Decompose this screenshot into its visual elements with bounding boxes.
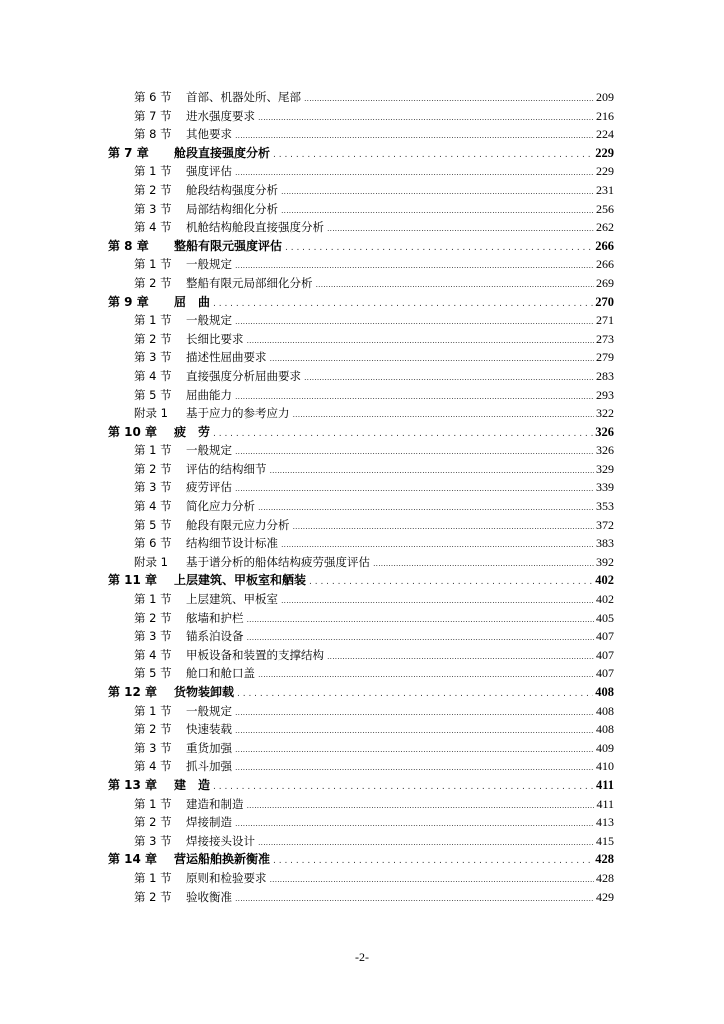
toc-section-entry bbox=[108, 386, 614, 405]
toc-entry-number: 第 6 节 bbox=[134, 90, 172, 104]
toc-entry-page: 231 bbox=[596, 182, 614, 197]
toc-entry-page: 409 bbox=[596, 740, 614, 755]
toc-entry-number: 第 1 节 bbox=[134, 443, 172, 458]
toc-section-entry bbox=[108, 609, 614, 628]
toc-entry-page: 256 bbox=[596, 201, 614, 216]
toc-section-entry bbox=[108, 478, 614, 497]
toc-entry-number: 第 3 节 bbox=[134, 201, 172, 216]
toc-section-entry bbox=[108, 590, 614, 609]
dot-leader bbox=[373, 553, 594, 574]
toc-entry-title: 上层建筑、甲板室和舾装 bbox=[174, 573, 307, 588]
toc-entry-number: 第 4 节 bbox=[134, 647, 172, 662]
toc-entry-number: 第 2 节 bbox=[134, 889, 172, 904]
toc-entry-page: 339 bbox=[596, 480, 614, 495]
toc-entry-title: 直接强度分析屈曲要求 bbox=[186, 368, 301, 383]
dot-leader bbox=[235, 813, 594, 834]
toc-entry-number: 第 2 节 bbox=[134, 722, 172, 737]
toc-entry-title: 重货加强 bbox=[186, 740, 232, 755]
toc-entry-number: 第 7 章 bbox=[108, 145, 149, 160]
dot-leader bbox=[247, 609, 595, 630]
dot-leader bbox=[235, 162, 594, 183]
toc-entry-title: 结构细节设计标准 bbox=[186, 536, 278, 551]
toc-section-entry bbox=[108, 534, 614, 553]
dot-leader bbox=[247, 795, 595, 816]
toc-section-entry bbox=[108, 646, 614, 665]
dot-leader bbox=[247, 627, 595, 648]
toc-chapter-entry bbox=[108, 571, 614, 590]
toc-entry-title: 首部、机器处所、尾部 bbox=[186, 90, 301, 104]
toc-entry-number: 第 2 节 bbox=[134, 610, 172, 625]
dot-leader bbox=[281, 534, 594, 555]
dot-leader bbox=[235, 441, 594, 462]
toc-entry-number: 第 8 章 bbox=[108, 238, 149, 253]
toc-entry-title: 舱口和舱口盖 bbox=[186, 666, 255, 681]
toc-entry-page: 411 bbox=[596, 796, 614, 811]
toc-entry-page: 372 bbox=[596, 517, 614, 532]
toc-section-entry bbox=[108, 125, 614, 144]
toc-entry-number: 第 3 节 bbox=[134, 350, 172, 365]
toc-entry-page: 266 bbox=[595, 238, 614, 253]
dot-leader bbox=[273, 850, 593, 871]
toc-entry-page: 329 bbox=[596, 461, 614, 476]
dot-leader bbox=[270, 869, 595, 890]
toc-entry-number: 第 1 节 bbox=[134, 796, 172, 811]
toc-section-entry bbox=[108, 813, 614, 832]
toc-entry-title: 快速装载 bbox=[186, 722, 232, 737]
toc-section-entry bbox=[108, 311, 614, 330]
toc-entry-number: 第 12 章 bbox=[108, 685, 158, 699]
toc-entry-number: 第 3 节 bbox=[134, 740, 172, 755]
toc-entry-title: 锚系泊设备 bbox=[186, 629, 244, 644]
toc-entry-number: 第 7 节 bbox=[134, 108, 172, 123]
toc-entry-title: 一般规定 bbox=[186, 703, 232, 718]
toc-section-entry bbox=[108, 367, 614, 386]
toc-entry-title: 整船有限元局部细化分析 bbox=[186, 275, 313, 290]
dot-leader bbox=[258, 107, 594, 128]
toc-section-entry bbox=[108, 739, 614, 758]
toc-entry-page: 402 bbox=[595, 573, 614, 588]
dot-leader bbox=[293, 404, 595, 425]
toc-entry-title: 原则和检验要求 bbox=[186, 870, 267, 885]
toc-entry-title: 货物装卸载 bbox=[174, 685, 235, 699]
toc-chapter-entry bbox=[108, 144, 614, 163]
toc-entry-number: 第 3 节 bbox=[134, 480, 172, 495]
toc-entry-number: 第 6 节 bbox=[134, 536, 172, 551]
toc-section-entry bbox=[108, 460, 614, 479]
dot-leader bbox=[235, 888, 594, 909]
toc-entry-page: 326 bbox=[596, 443, 614, 458]
toc-entry-title: 屈 曲 bbox=[174, 294, 211, 309]
dot-leader bbox=[327, 218, 594, 239]
toc-entry-number: 第 1 节 bbox=[134, 592, 172, 607]
dot-leader bbox=[316, 274, 595, 295]
dot-leader bbox=[281, 200, 594, 221]
dot-leader bbox=[235, 386, 594, 407]
toc-entry-title: 长细比要求 bbox=[186, 331, 244, 346]
toc-chapter-entry bbox=[108, 293, 614, 312]
dot-leader bbox=[258, 497, 594, 518]
toc-entry-title: 建 造 bbox=[174, 777, 211, 792]
toc-entry-number: 第 14 章 bbox=[108, 852, 158, 867]
toc-entry-title: 简化应力分析 bbox=[186, 499, 255, 514]
toc-entry-page: 283 bbox=[596, 368, 614, 383]
toc-section-entry bbox=[108, 832, 614, 851]
toc-section-entry bbox=[108, 107, 614, 126]
toc-entry-page: 224 bbox=[596, 127, 614, 142]
toc-section-entry bbox=[108, 255, 614, 274]
dot-leader bbox=[237, 683, 593, 704]
toc-entry-page: 279 bbox=[596, 350, 614, 365]
toc-chapter-entry bbox=[108, 850, 614, 869]
dot-leader bbox=[213, 293, 593, 314]
dot-leader bbox=[327, 646, 594, 667]
toc-entry-number: 第 4 节 bbox=[134, 759, 172, 774]
toc-entry-title: 舱段直接强度分析 bbox=[174, 145, 271, 160]
toc-entry-number: 第 9 章 bbox=[108, 294, 149, 309]
table-of-contents bbox=[108, 88, 614, 906]
toc-section-entry bbox=[108, 516, 614, 535]
toc-entry-title: 强度评估 bbox=[186, 164, 232, 179]
page-number: -2- bbox=[355, 950, 369, 964]
toc-entry-page: 271 bbox=[596, 313, 614, 328]
toc-entry-page: 408 bbox=[596, 703, 614, 718]
toc-entry-title: 焊接制造 bbox=[186, 815, 232, 830]
toc-section-entry bbox=[108, 720, 614, 739]
toc-chapter-entry bbox=[108, 423, 614, 442]
toc-entry-title: 上层建筑、甲板室 bbox=[186, 592, 278, 607]
toc-entry-number: 第 2 节 bbox=[134, 815, 172, 830]
toc-entry-page: 407 bbox=[596, 647, 614, 662]
toc-entry-page: 408 bbox=[596, 722, 614, 737]
toc-entry-number: 第 1 节 bbox=[134, 164, 172, 179]
toc-entry-number: 第 2 节 bbox=[134, 275, 172, 290]
toc-section-entry bbox=[108, 627, 614, 646]
toc-entry-page: 326 bbox=[595, 424, 614, 439]
dot-leader bbox=[235, 702, 594, 723]
dot-leader bbox=[270, 348, 595, 369]
toc-entry-page: 407 bbox=[596, 629, 614, 644]
toc-entry-number: 第 4 节 bbox=[134, 368, 172, 383]
toc-entry-title: 甲板设备和装置的支撑结构 bbox=[186, 647, 324, 662]
toc-entry-page: 428 bbox=[595, 852, 614, 867]
toc-entry-number: 第 5 节 bbox=[134, 517, 172, 532]
dot-leader bbox=[304, 88, 594, 109]
dot-leader bbox=[235, 125, 594, 146]
toc-entry-title: 评估的结构细节 bbox=[186, 461, 267, 476]
dot-leader bbox=[285, 237, 593, 258]
dot-leader bbox=[273, 144, 593, 165]
toc-entry-title: 其他要求 bbox=[186, 127, 232, 142]
toc-entry-page: 229 bbox=[596, 164, 614, 179]
toc-entry-page: 266 bbox=[596, 257, 614, 272]
toc-entry-title: 疲劳评估 bbox=[186, 480, 232, 495]
toc-entry-title: 屈曲能力 bbox=[186, 387, 232, 402]
dot-leader bbox=[235, 255, 594, 276]
toc-entry-page: 415 bbox=[596, 833, 614, 848]
dot-leader bbox=[258, 832, 594, 853]
toc-section-entry bbox=[108, 330, 614, 349]
toc-entry-number: 第 8 节 bbox=[134, 127, 172, 142]
toc-entry-page: 262 bbox=[596, 220, 614, 235]
toc-entry-title: 描述性屈曲要求 bbox=[186, 350, 267, 365]
toc-section-entry bbox=[108, 441, 614, 460]
dot-leader bbox=[213, 423, 593, 444]
toc-entry-page: 273 bbox=[596, 331, 614, 346]
toc-section-entry bbox=[108, 88, 614, 107]
toc-entry-page: 413 bbox=[596, 815, 614, 830]
toc-entry-title: 焊接接头设计 bbox=[186, 833, 255, 848]
toc-entry-page: 429 bbox=[596, 889, 614, 904]
toc-entry-title: 一般规定 bbox=[186, 443, 232, 458]
toc-section-entry bbox=[108, 795, 614, 814]
dot-leader bbox=[281, 181, 594, 202]
toc-entry-page: 410 bbox=[596, 759, 614, 774]
toc-entry-title: 一般规定 bbox=[186, 257, 232, 272]
toc-entry-number: 第 4 节 bbox=[134, 220, 172, 235]
dot-leader bbox=[281, 590, 594, 611]
dot-leader bbox=[293, 516, 595, 537]
toc-entry-number: 第 5 节 bbox=[134, 666, 172, 681]
toc-chapter-entry bbox=[108, 776, 614, 795]
toc-entry-page: 405 bbox=[596, 610, 614, 625]
toc-section-entry bbox=[108, 181, 614, 200]
toc-section-entry bbox=[108, 162, 614, 181]
toc-section-entry bbox=[108, 348, 614, 367]
toc-section-entry bbox=[108, 553, 614, 572]
toc-entry-number: 第 2 节 bbox=[134, 461, 172, 476]
toc-entry-number: 第 13 章 bbox=[108, 777, 158, 792]
toc-entry-title: 疲 劳 bbox=[174, 424, 211, 439]
dot-leader bbox=[270, 460, 595, 481]
toc-entry-page: 407 bbox=[596, 666, 614, 681]
toc-entry-title: 舱段结构强度分析 bbox=[186, 182, 278, 197]
toc-section-entry bbox=[108, 218, 614, 237]
toc-entry-page: 428 bbox=[596, 870, 614, 885]
toc-section-entry bbox=[108, 702, 614, 721]
toc-entry-page: 216 bbox=[596, 108, 614, 123]
dot-leader bbox=[304, 367, 594, 388]
toc-entry-title: 进水强度要求 bbox=[186, 108, 255, 123]
dot-leader bbox=[213, 776, 594, 797]
toc-entry-title: 局部结构细化分析 bbox=[186, 201, 278, 216]
toc-entry-number: 第 3 节 bbox=[134, 833, 172, 848]
dot-leader bbox=[235, 757, 594, 778]
toc-entry-title: 验收衡准 bbox=[186, 889, 232, 904]
dot-leader bbox=[235, 720, 594, 741]
toc-entry-page: 411 bbox=[595, 777, 614, 792]
toc-chapter-entry bbox=[108, 683, 614, 702]
toc-entry-number: 第 4 节 bbox=[134, 499, 172, 514]
toc-entry-title: 一般规定 bbox=[186, 313, 232, 328]
toc-section-entry bbox=[108, 757, 614, 776]
toc-entry-number: 第 3 节 bbox=[134, 629, 172, 644]
toc-entry-page: 322 bbox=[596, 406, 614, 421]
toc-entry-page: 353 bbox=[596, 499, 614, 514]
toc-section-entry bbox=[108, 404, 614, 423]
toc-entry-number: 第 1 节 bbox=[134, 257, 172, 272]
dot-leader bbox=[247, 330, 595, 351]
dot-leader bbox=[235, 478, 594, 499]
toc-entry-title: 舷墙和护栏 bbox=[186, 610, 244, 625]
dot-leader bbox=[258, 664, 594, 685]
toc-entry-title: 舱段有限元应力分析 bbox=[186, 517, 290, 532]
toc-entry-number: 附录 1 bbox=[134, 406, 168, 421]
toc-section-entry bbox=[108, 664, 614, 683]
toc-entry-title: 建造和制造 bbox=[186, 796, 244, 811]
toc-section-entry bbox=[108, 869, 614, 888]
toc-entry-page: 392 bbox=[596, 554, 614, 569]
toc-section-entry bbox=[108, 274, 614, 293]
toc-entry-title: 基于应力的参考应力 bbox=[186, 406, 290, 421]
toc-entry-title: 营运船舶换新衡准 bbox=[174, 852, 271, 867]
toc-entry-number: 第 5 节 bbox=[134, 387, 172, 402]
toc-entry-number: 第 1 节 bbox=[134, 870, 172, 885]
dot-leader bbox=[235, 739, 594, 760]
toc-entry-number: 第 10 章 bbox=[108, 424, 158, 439]
toc-section-entry bbox=[108, 200, 614, 219]
toc-entry-page: 270 bbox=[595, 294, 614, 309]
toc-entry-number: 第 2 节 bbox=[134, 331, 172, 346]
toc-entry-number: 第 1 节 bbox=[134, 313, 172, 328]
toc-entry-title: 整船有限元强度评估 bbox=[174, 238, 283, 253]
toc-entry-page: 269 bbox=[596, 275, 614, 290]
toc-chapter-entry bbox=[108, 237, 614, 256]
toc-entry-title: 机舱结构舱段直接强度分析 bbox=[186, 220, 324, 235]
toc-entry-number: 第 11 章 bbox=[108, 573, 158, 588]
toc-section-entry bbox=[108, 888, 614, 907]
toc-entry-title: 基于谱分析的船体结构疲劳强度评估 bbox=[186, 554, 370, 569]
toc-entry-number: 附录 1 bbox=[134, 554, 168, 569]
toc-entry-title: 抓斗加强 bbox=[186, 759, 232, 774]
toc-entry-number: 第 2 节 bbox=[134, 182, 172, 197]
toc-section-entry bbox=[108, 497, 614, 516]
dot-leader bbox=[309, 571, 593, 592]
dot-leader bbox=[235, 311, 594, 332]
toc-entry-page: 383 bbox=[596, 536, 614, 551]
toc-entry-page: 402 bbox=[596, 592, 614, 607]
toc-entry-page: 229 bbox=[595, 145, 614, 160]
toc-entry-page: 408 bbox=[595, 685, 614, 699]
toc-entry-page: 209 bbox=[596, 90, 614, 104]
toc-entry-number: 第 1 节 bbox=[134, 703, 172, 718]
toc-entry-page: 293 bbox=[596, 387, 614, 402]
